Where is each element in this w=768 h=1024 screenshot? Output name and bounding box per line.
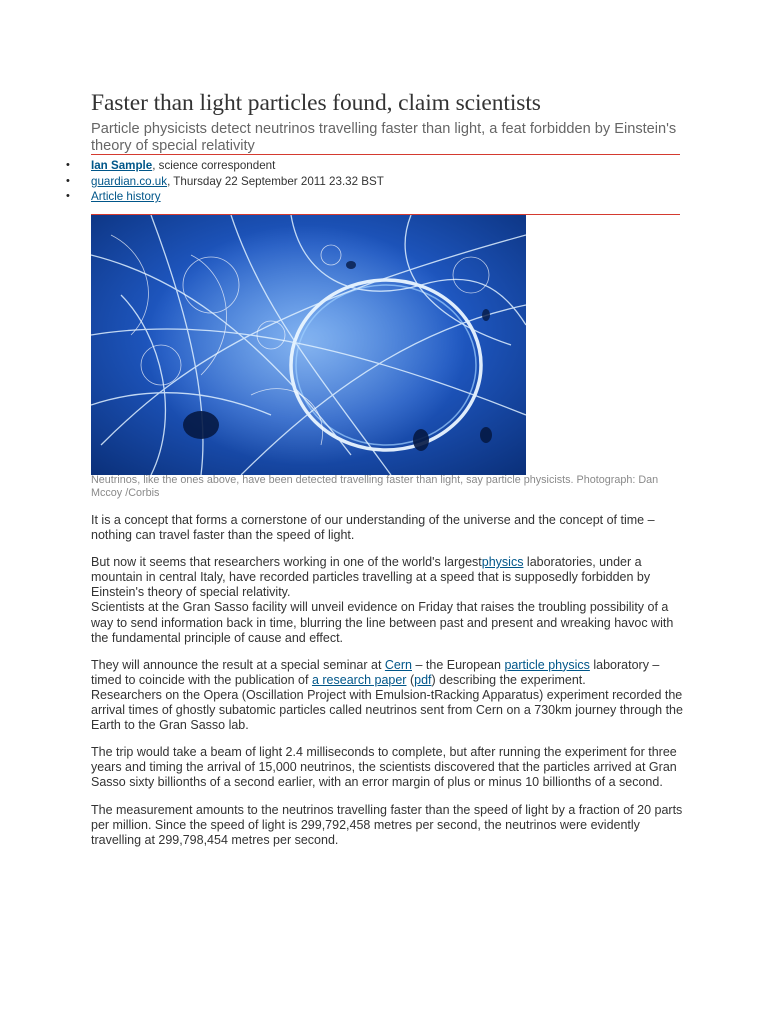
paragraph-4 [91, 658, 691, 688]
byline [66, 158, 384, 174]
paragraph-6: The trip would take a beam of light 2.4 milliseconds to complete, but after running the experiment for three years and timing the arrival of 15,000 neutrinos, the scientists discovered that the particles arrived at Gran Sasso sixty billionths of a second earlier, with an error margin of plus or minus 10 billionths of a second. [91, 745, 677, 790]
paragraph-2 [91, 555, 691, 600]
paragraph-1: It is a concept that forms a cornerstone of our understanding of the universe and the concept of time – nothing can travel faster than the speed of light. [91, 513, 655, 543]
cern-link[interactable]: Cern [384, 657, 412, 672]
paragraph-4-text-e: ) describing the experiment. [431, 672, 586, 687]
article-history-link[interactable]: Article history [91, 190, 161, 203]
paragraph-2-text: But now it seems that researchers working in one of the world's largest [91, 555, 482, 570]
photo-caption: Neutrinos, like the ones above, have been detected travelling faster than light, say particle physicists. Photograph: Dan Mccoy /Corbis [91, 474, 659, 499]
headline: Faster than light particles found, claim scientists [91, 90, 541, 116]
bullet-icon: • [66, 159, 70, 171]
paragraph-2-text-cont: laboratories, under a mountain in central Italy, have recorded particles travelling at a speed that is supposedly forbidden by Einstein's theory of special relativity. [91, 555, 651, 600]
particle-physics-link[interactable]: particle physics [504, 657, 590, 672]
dateline [66, 174, 384, 190]
paragraph-3: Scientists at the Gran Sasso facility will unveil evidence on Friday that raises the troubling possibility of a way to send information back in time, blurring the line between past and present and wreaking havoc with the fundamental principle of cause and effect. [91, 600, 674, 645]
divider-top [91, 154, 680, 155]
bullet-icon: • [66, 174, 70, 187]
article-meta [66, 158, 384, 205]
author-link[interactable]: Ian Sample [91, 159, 153, 172]
author-role: , science correspondent [152, 159, 276, 172]
pdf-link[interactable]: pdf [414, 672, 432, 687]
standfirst: Particle physicists detect neutrinos travelling faster than light, a feat forbidden by Einstein's theory of special relativity [91, 121, 677, 154]
article-body [91, 513, 691, 848]
paragraph-4-text-c: laboratory – timed to coincide with the publication of [91, 657, 660, 687]
paragraph-7: The measurement amounts to the neutrinos travelling faster than the speed of light by a fraction of 20 parts per million. Since the speed of light is 299,792,458 metres per second, the neutrinos were evidently travelling at 299,798,454 metres per second. [91, 802, 683, 847]
paragraph-4-text-b: – the European [412, 657, 505, 672]
bullet-icon: • [66, 190, 70, 202]
publish-date: , Thursday 22 September 2011 23.32 BST [167, 174, 384, 188]
neutrino-tracks-photo [91, 215, 526, 475]
research-paper-link[interactable]: a research paper [311, 672, 407, 687]
source-link[interactable]: guardian.co.uk [91, 174, 168, 188]
history [66, 189, 384, 205]
paragraph-4-text-d: ( [406, 672, 415, 687]
paragraph-5: Researchers on the Opera (Oscillation Project with Emulsion-tRacking Apparatus) experiment recorded the arrival times of ghostly subatomic particles called neutrinos sent from Cern on a 730km journey through the Earth to the Gran Sasso lab. [91, 687, 683, 733]
physics-link[interactable]: physics [481, 555, 524, 570]
paragraph-4-text: They will announce the result at a special seminar at [91, 657, 385, 672]
